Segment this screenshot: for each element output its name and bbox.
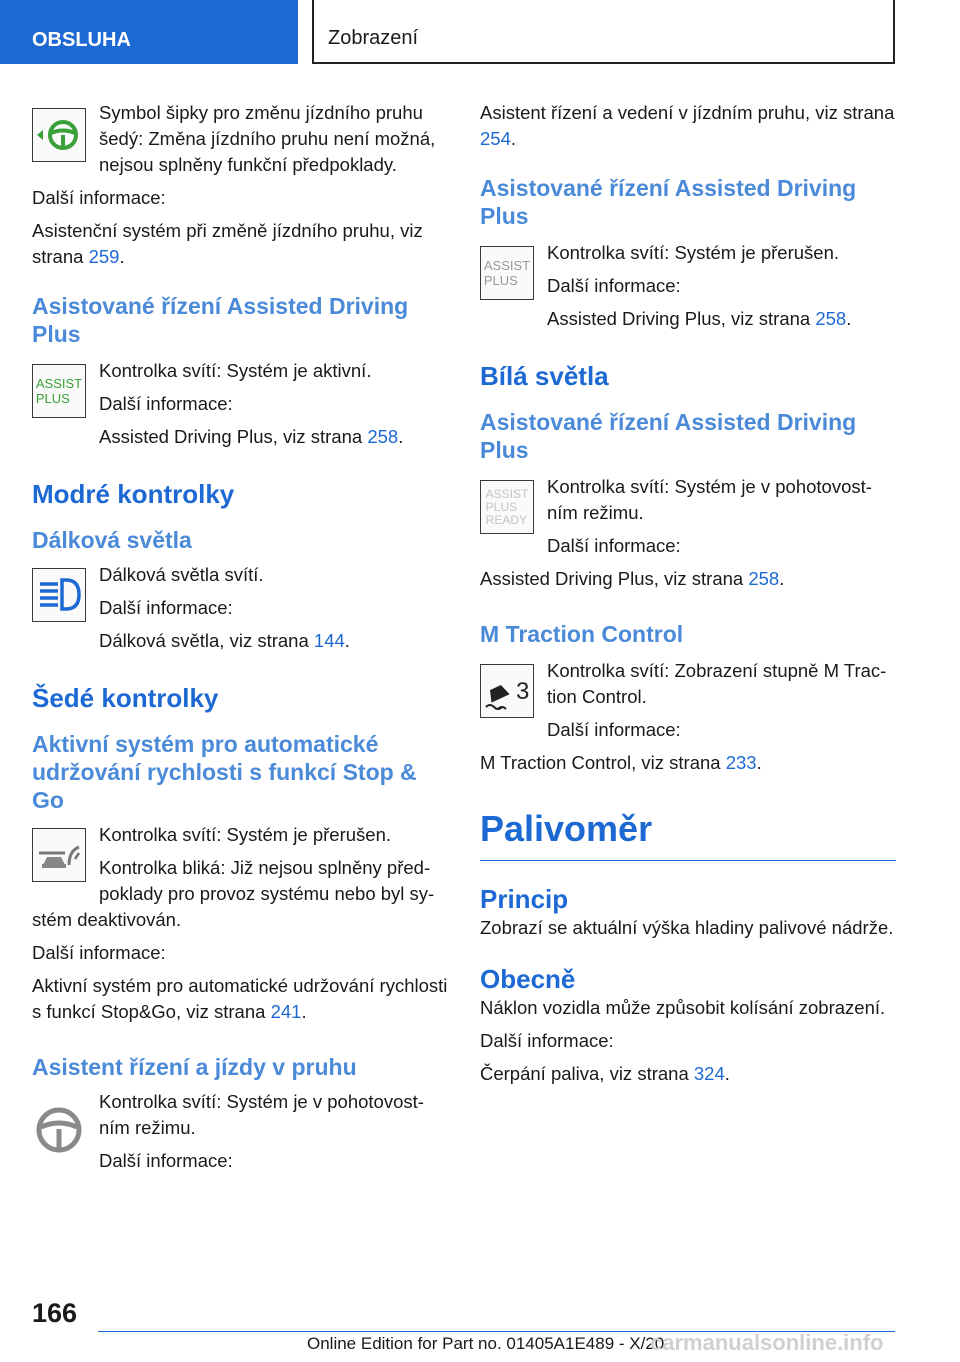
assist-plus-green-icon [32,364,86,418]
heading-white-indicators: Bílá světla [480,361,609,391]
heading-high-beams: Dálková světla [32,527,192,553]
watermark: carmanualsonline.info [650,1330,884,1355]
heading-assisted-driving-plus: Asistované řízení Assisted Driving Plus [32,293,409,347]
heading-general: Obecně [480,964,576,994]
acc-reference: Aktivní systém pro automatické udržování rychlosti s funkcí Stop&Go, viz strana 241. [32,975,448,1022]
lane-change-steering-icon [32,108,86,162]
icon-text-ready: READY [485,512,527,527]
page-link-241[interactable]: 241 [270,1001,302,1022]
page-link-254[interactable]: 254 [480,128,511,149]
steering-wheel-grey-icon [32,1103,86,1157]
edition-note: Online Edition for Part no. 01405A1E489 - X/20 [307,1334,665,1353]
chapter-label: Zobrazení [328,27,419,49]
icon-text-plus: PLUS [35,391,70,406]
more-info-label: Další informace: [99,597,233,618]
heading-assisted-driving-plus-grey: Asistované řízení Assisted Driving Plus [480,175,857,229]
icon-text-assist: ASSIST [483,258,531,273]
page-link-258[interactable]: 258 [815,308,847,329]
reference-text: Dálková světla, viz strana [99,630,314,651]
more-info-label: Další informace: [547,275,681,296]
high-beam-icon [32,568,86,622]
steering-standby-entry [32,1089,448,1174]
icon-text-plus: PLUS [485,499,518,514]
heading-assisted-driving-plus-white: Asistované řízení Assisted Driving Plus [480,409,857,463]
reference-text: Assisted Driving Plus, viz strana [480,568,749,589]
heading-m-traction-control: M Traction Control [480,621,684,647]
heading-acc-stop-go: Aktivní systém pro automatické udržování rychlosti s funkcí Stop & Go [32,731,417,813]
reference-text: Assisted Driving Plus, viz strana [99,426,368,447]
high-beam-entry [32,562,448,654]
lane-change-entry [32,100,448,178]
acc-blink-text-continued: stém deaktivován. [32,909,182,930]
heading-blue-indicators: Modré kontrolky [32,479,235,509]
more-info-label: Další informace: [32,942,166,963]
page-link-144[interactable]: 144 [313,630,345,651]
assist-plus-ready-icon [480,480,534,534]
principle-text: Zobrazí se aktuální výška hladiny palivové nádrže. [480,917,894,938]
assist-reference-2: Assisted Driving Plus, viz strana 258. [547,308,852,329]
page-link-258[interactable]: 258 [748,568,780,589]
mtc-reference: M Traction Control, viz strana 233. [480,752,762,773]
page-link-233[interactable]: 233 [725,752,757,773]
mtc-level-digit: 3 [516,678,530,705]
more-info-label: Další informace: [99,1150,233,1171]
reference-text: Čerpání paliva, viz strana [480,1063,694,1084]
icon-text-assist: ASSIST [485,486,529,501]
assist-active-entry [32,358,448,450]
high-beam-reference: Dálková světla, viz strana 144. [99,630,350,651]
reference-text: Aktivní systém pro automatické udržování rychlosti s funkcí Stop&Go, viz strana [32,975,448,1022]
steering-standby-text: Kontrolka svítí: Systém je v pohotovostním režimu. [99,1091,424,1138]
reference-text: Asistenční systém při změně jízdního pruhu, viz strana [32,220,423,267]
heading-fuel-gauge: Palivoměr [480,808,653,849]
steering-reference: Asistent řízení a vedení v jízdním pruhu, viz strana 254. [480,102,895,149]
left-column [32,100,448,1174]
section-tab [0,0,298,64]
reference-text: Asistent řízení a vedení v jízdním pruhu, viz strana [480,102,895,123]
lane-reference: Asistenční systém při změně jízdního pruhu, viz strana 259. [32,220,423,267]
assist-reference-3: Assisted Driving Plus, viz strana 258. [480,568,785,589]
general-text: Náklon vozidla může způsobit kolísání zobrazení. [480,997,886,1018]
page-number: 166 [32,1298,78,1328]
high-beam-on-text: Dálková světla svítí. [99,564,264,585]
reference-text: Assisted Driving Plus, viz strana [547,308,816,329]
assist-interrupted-entry [480,240,896,332]
acc-grey-icon [32,828,86,882]
m-traction-control-icon [480,664,534,718]
assist-standby-text: Kontrolka svítí: Systém je v pohotovostním režimu. [547,476,872,523]
lane-arrow-text: Symbol šipky pro změnu jízdního pruhu šedý: Změna jízdního pruhu není možná, nejsou splněny funkční předpoklady. [99,102,436,175]
more-info-label: Další informace: [547,719,681,740]
icon-text-plus: PLUS [483,273,518,288]
page-link-324[interactable]: 324 [693,1063,725,1084]
acc-interrupted-text: Kontrolka svítí: Systém je přerušen. [99,824,392,845]
acc-blink-text: Kontrolka bliká: Již nejsou splněny předpoklady pro provoz systému nebo byl sy- [99,857,435,904]
more-info-label: Další informace: [32,187,166,208]
heading-grey-indicators: Šedé kontrolky [32,683,219,713]
mtc-entry [480,658,896,743]
more-info-label: Další informace: [547,535,681,556]
acc-entry [32,822,448,907]
heading-steering-lane-assistant: Asistent řízení a jízdy v pruhu [32,1054,357,1080]
assist-standby-entry [480,474,896,559]
heading-principle: Princip [480,884,569,914]
more-info-label: Další informace: [99,393,233,414]
more-info-label: Další informace: [480,1030,614,1051]
assist-interrupted-text: Kontrolka svítí: Systém je přerušen. [547,242,840,263]
assist-plus-grey-icon [480,246,534,300]
page-link-259[interactable]: 259 [88,246,120,267]
reference-text: M Traction Control, viz strana [480,752,726,773]
fuel-reference: Čerpání paliva, viz strana 324. [480,1063,730,1084]
page-link-258[interactable]: 258 [367,426,399,447]
mtc-on-text: Kontrolka svítí: Zobrazení stupně M Traction Control. [547,660,887,707]
assist-active-text: Kontrolka svítí: Systém je aktivní. [99,360,372,381]
chapter-title-box [312,0,895,64]
icon-text-assist: ASSIST [35,376,83,391]
right-column [480,100,896,1087]
assist-reference: Assisted Driving Plus, viz strana 258. [99,426,404,447]
section-label: OBSLUHA [32,29,131,51]
